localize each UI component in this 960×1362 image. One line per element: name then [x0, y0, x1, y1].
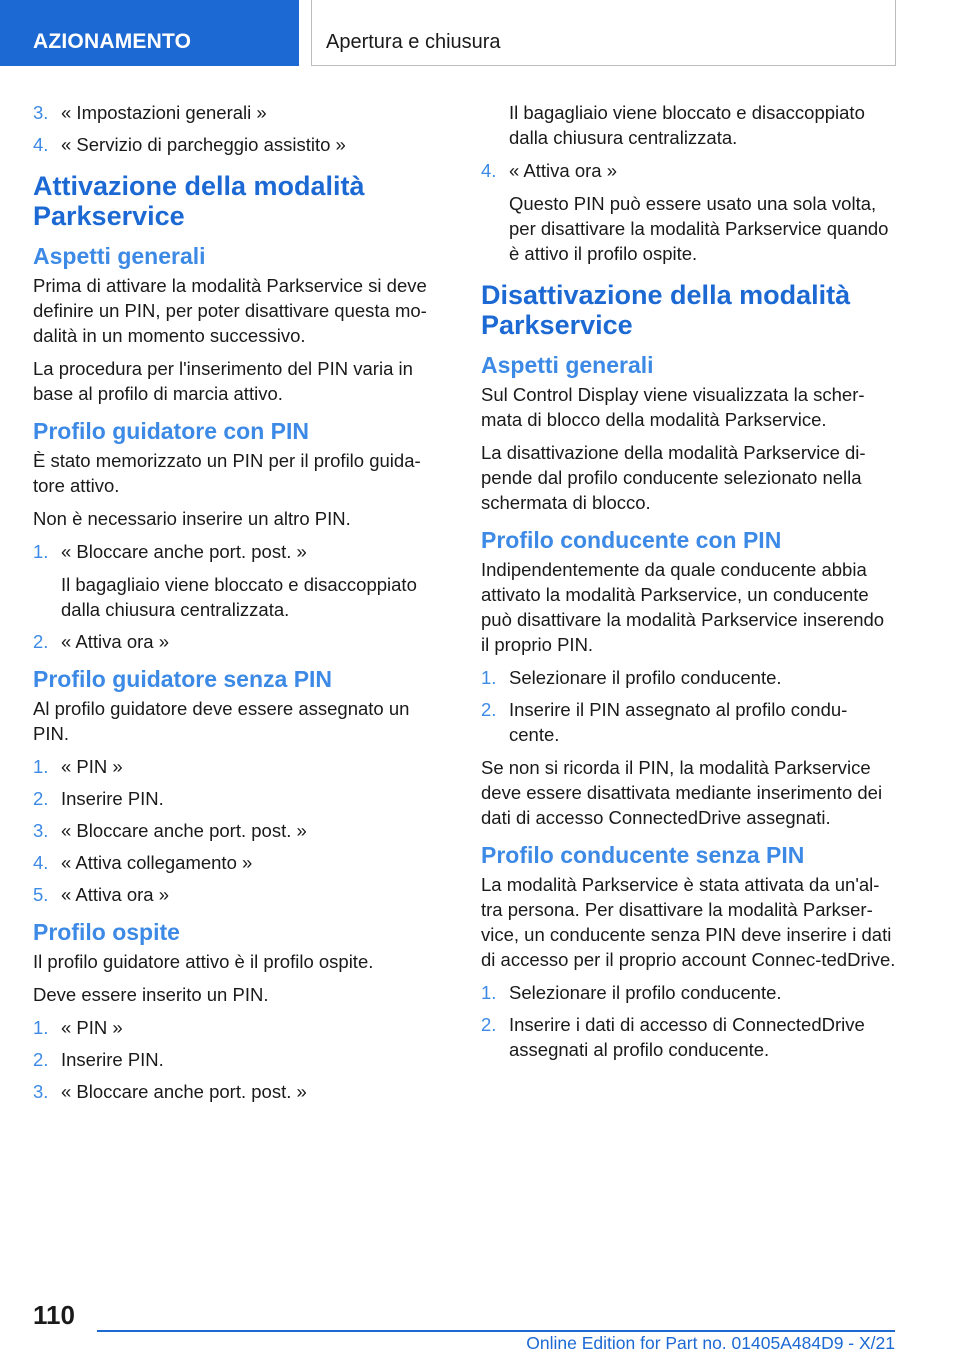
list-item [33, 629, 449, 654]
list-text: Inserire i dati di accesso di ConnectedDrive assegnati al profilo conducente. [509, 1014, 865, 1060]
list-item [481, 665, 897, 690]
list-guest [33, 1015, 449, 1104]
paragraph: La modalità Parkservice è stata attivata da un'al-tra persona. Per disattivare la modalità Parkser-vice, un conducente senza PIN deve inserire i dati di accesso per il proprio account Connec-tedDrive. [481, 874, 896, 970]
list-top [33, 100, 449, 157]
list-text: « Attiva collegamento » [61, 852, 253, 873]
list-number: 1. [33, 756, 49, 777]
list-text: Inserire PIN. [61, 788, 164, 809]
list-number: 2. [33, 788, 49, 809]
list-subtext: Questo PIN può essere usato una sola volta, per disattivare la modalità Parkservice quando è attivo il profilo ospite. [509, 193, 889, 264]
paragraph: Se non si ricorda il PIN, la modalità Parkservice deve essere disattivata mediante inserimento dei dati di accesso ConnectedDrive assegnati. [481, 757, 883, 828]
list-item [33, 132, 449, 157]
list-number: 2. [33, 1049, 49, 1070]
list-item [481, 980, 897, 1005]
list-text: « Attiva ora » [61, 884, 169, 905]
list-item [33, 1079, 449, 1104]
footer-edition: Online Edition for Part no. 01405A484D9 - X/21 [526, 1333, 895, 1353]
list-number: 2. [33, 631, 49, 652]
list-subtext: Il bagagliaio viene bloccato e disaccoppiato dalla chiusura centralizzata. [61, 574, 417, 620]
list-item [481, 697, 897, 747]
list-number: 1. [33, 1017, 49, 1038]
paragraph: La disattivazione della modalità Parkservice di-pende dal profilo conducente selezionato nella schermata di blocco. [481, 442, 866, 513]
list-number: 3. [33, 102, 49, 123]
list-text: « PIN » [61, 1017, 123, 1038]
heading-driver-with-pin-right: Profilo conducente con PIN [481, 527, 782, 553]
heading-activation: Attivazione della modalità Parkservice [33, 171, 365, 231]
list-item [33, 818, 449, 843]
left-column [33, 100, 449, 1112]
list-item [33, 754, 449, 779]
paragraph: Al profilo guidatore deve essere assegnato un PIN. [33, 698, 410, 744]
list-item [33, 882, 449, 907]
list-item [33, 100, 449, 125]
paragraph: La procedura per l'inserimento del PIN varia in base al profilo di marcia attivo. [33, 358, 413, 404]
paragraph: Indipendentemente da quale conducente abbia attivato la modalità Parkservice, un conducente può disattivare la modalità Parkservice inserendo il proprio PIN. [481, 559, 885, 655]
list-text: « Bloccare anche port. post. » [61, 541, 307, 562]
list-number: 1. [33, 541, 49, 562]
list-number: 1. [481, 982, 497, 1003]
list-text: « Attiva ora » [509, 160, 617, 181]
list-number: 2. [481, 1014, 497, 1035]
chapter-title: Apertura e chiusura [311, 0, 896, 66]
list-item [33, 1047, 449, 1072]
list-item [33, 786, 449, 811]
list-text: « Bloccare anche port. post. » [61, 820, 307, 841]
paragraph: Non è necessario inserire un altro PIN. [33, 508, 351, 529]
list-number: 1. [481, 667, 497, 688]
paragraph: È stato memorizzato un PIN per il profilo guida-tore attivo. [33, 450, 421, 496]
footer-divider [97, 1330, 895, 1332]
list-number: 4. [33, 852, 49, 873]
list-item [33, 539, 449, 622]
list-number: 4. [481, 160, 497, 181]
paragraph: Prima di attivare la modalità Parkservice si deve definire un PIN, per poter disattivare questa mo-dalità in un momento successivo. [33, 275, 427, 346]
heading-driver-without-pin: Profilo guidatore senza PIN [33, 666, 333, 692]
list-number: 3. [33, 820, 49, 841]
list-number: 5. [33, 884, 49, 905]
page-number: 110 [33, 1300, 75, 1330]
list-text: « PIN » [61, 756, 123, 777]
heading-deactivation: Disattivazione della modalità Parkservice [481, 280, 851, 340]
list-item [481, 158, 897, 266]
list-driver-with-pin-right [481, 665, 897, 747]
heading-driver-with-pin: Profilo guidatore con PIN [33, 418, 310, 444]
list-text: « Servizio di parcheggio assistito » [61, 134, 346, 155]
list-text: Inserire il PIN assegnato al profilo condu-cente. [509, 699, 848, 745]
heading-guest-profile: Profilo ospite [33, 919, 180, 945]
paragraph-continued: Il bagagliaio viene bloccato e disaccoppiato dalla chiusura centralizzata. [509, 102, 865, 148]
list-driver-without-pin-right [481, 980, 897, 1062]
list-text: « Bloccare anche port. post. » [61, 1081, 307, 1102]
paragraph: Il profilo guidatore attivo è il profilo ospite. [33, 951, 374, 972]
heading-general-right: Aspetti generali [481, 352, 654, 378]
heading-general-left: Aspetti generali [33, 243, 206, 269]
heading-driver-without-pin-right: Profilo conducente senza PIN [481, 842, 805, 868]
section-tab: AZIONAMENTO [0, 0, 299, 66]
list-driver-with-pin [33, 539, 449, 654]
list-text: « Impostazioni generali » [61, 102, 267, 123]
list-item [33, 850, 449, 875]
list-number: 2. [481, 699, 497, 720]
list-item [481, 1012, 897, 1062]
list-text: Selezionare il profilo conducente. [509, 982, 782, 1003]
list-driver-without-pin [33, 754, 449, 907]
list-continued [481, 158, 897, 266]
paragraph: Deve essere inserito un PIN. [33, 984, 269, 1005]
list-text: Selezionare il profilo conducente. [509, 667, 782, 688]
list-item [33, 1015, 449, 1040]
list-number: 3. [33, 1081, 49, 1102]
list-text: « Attiva ora » [61, 631, 169, 652]
list-text: Inserire PIN. [61, 1049, 164, 1070]
list-number: 4. [33, 134, 49, 155]
paragraph: Sul Control Display viene visualizzata la scher-mata di blocco della modalità Parkservice. [481, 384, 865, 430]
right-column [481, 100, 897, 1070]
